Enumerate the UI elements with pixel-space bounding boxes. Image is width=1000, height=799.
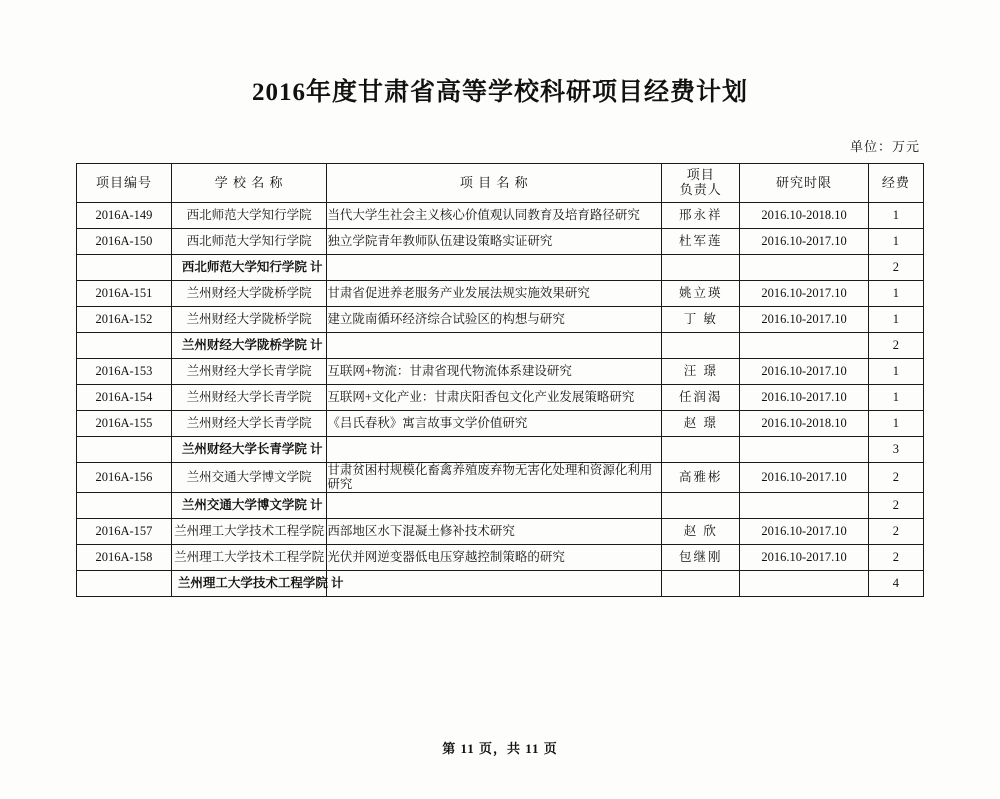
cell-research-period: 2016.10-2017.10 xyxy=(740,281,868,307)
cell-research-period: 2016.10-2018.10 xyxy=(740,411,868,437)
table-row xyxy=(77,385,924,411)
cell-project-leader: 杜军莲 xyxy=(662,229,740,255)
table-row xyxy=(77,307,924,333)
cell-project-code: 2016A-150 xyxy=(77,229,172,255)
cell-project-leader: 丁 敏 xyxy=(662,307,740,333)
cell-school-name: 兰州理工大学技术工程学院 xyxy=(171,544,326,570)
cell-school-name: 西北师范大学知行学院 xyxy=(171,229,326,255)
cell-project-leader xyxy=(662,570,740,596)
cell-research-period: 2016.10-2017.10 xyxy=(740,229,868,255)
table-row xyxy=(77,492,924,518)
column-header-leader xyxy=(662,164,740,203)
table-row xyxy=(77,281,924,307)
cell-project-leader xyxy=(662,492,740,518)
cell-project-name xyxy=(327,437,662,463)
subtotal-label-text: 兰州交通大学博文学院 计 xyxy=(181,498,323,513)
cell-research-period: 2016.10-2017.10 xyxy=(740,544,868,570)
cell-project-code: 2016A-152 xyxy=(77,307,172,333)
cell-project-code xyxy=(77,333,172,359)
cell-project-code xyxy=(77,255,172,281)
cell-project-code: 2016A-155 xyxy=(77,411,172,437)
cell-funding-amount: 2 xyxy=(868,544,923,570)
column-header-money: 经费 xyxy=(868,164,923,203)
cell-school-name: 兰州交通大学博文学院 xyxy=(171,463,326,493)
cell-project-name: 当代大学生社会主义核心价值观认同教育及培育路径研究 xyxy=(327,203,662,229)
table-row xyxy=(77,570,924,596)
cell-research-period xyxy=(740,333,868,359)
cell-funding-amount: 3 xyxy=(868,437,923,463)
table-row xyxy=(77,333,924,359)
cell-funding-amount: 1 xyxy=(868,385,923,411)
cell-project-name: 甘肃省促进养老服务产业发展法规实施效果研究 xyxy=(327,281,662,307)
cell-funding-amount: 2 xyxy=(868,518,923,544)
table-row xyxy=(77,437,924,463)
cell-research-period: 2016.10-2017.10 xyxy=(740,385,868,411)
table-row xyxy=(77,544,924,570)
cell-project-leader xyxy=(662,333,740,359)
cell-project-name xyxy=(327,333,662,359)
cell-project-code: 2016A-151 xyxy=(77,281,172,307)
subtotal-label-text: 西北师范大学知行学院 计 xyxy=(181,260,323,275)
column-header-leader-line1: 项目 xyxy=(686,167,715,183)
table-row xyxy=(77,229,924,255)
table-row xyxy=(77,359,924,385)
page-footer: 第 11 页，共 11 页 xyxy=(442,741,558,756)
cell-research-period xyxy=(740,570,868,596)
column-header-time: 研究时限 xyxy=(740,164,868,203)
document-page xyxy=(0,72,1000,799)
cell-funding-amount: 4 xyxy=(868,570,923,596)
cell-subtotal-label xyxy=(171,255,326,281)
cell-project-code: 2016A-149 xyxy=(77,203,172,229)
column-header-project-name: 项 目 名 称 xyxy=(327,164,662,203)
cell-project-name xyxy=(327,255,662,281)
cell-project-name: 西部地区水下混凝土修补技术研究 xyxy=(327,518,662,544)
cell-project-leader: 赵 璟 xyxy=(662,411,740,437)
table-row xyxy=(77,203,924,229)
cell-funding-amount: 2 xyxy=(868,492,923,518)
cell-project-name: 独立学院青年教师队伍建设策略实证研究 xyxy=(327,229,662,255)
cell-project-leader xyxy=(662,437,740,463)
cell-project-name: 甘肃贫困村规模化畜禽养殖废弃物无害化处理和资源化利用研究 xyxy=(327,463,662,493)
cell-project-leader: 汪 璟 xyxy=(662,359,740,385)
column-header-leader-line2: 负责人 xyxy=(679,182,722,197)
cell-project-name: 建立陇南循环经济综合试验区的构想与研究 xyxy=(327,307,662,333)
cell-project-name xyxy=(327,492,662,518)
subtotal-label-text: 兰州理工大学技术工程学院 计 xyxy=(177,576,344,591)
cell-project-leader: 邢永祥 xyxy=(662,203,740,229)
cell-school-name: 兰州财经大学长青学院 xyxy=(171,385,326,411)
cell-research-period: 2016.10-2018.10 xyxy=(740,203,868,229)
cell-project-code: 2016A-154 xyxy=(77,385,172,411)
cell-project-name xyxy=(327,570,662,596)
table-body xyxy=(77,203,924,597)
cell-funding-amount: 1 xyxy=(868,229,923,255)
column-header-school: 学 校 名 称 xyxy=(171,164,326,203)
cell-funding-amount: 2 xyxy=(868,333,923,359)
cell-subtotal-label xyxy=(171,570,344,596)
cell-subtotal-label xyxy=(171,437,326,463)
cell-school-name: 兰州财经大学长青学院 xyxy=(171,411,326,437)
table-row xyxy=(77,411,924,437)
cell-project-code: 2016A-157 xyxy=(77,518,172,544)
table-header-row xyxy=(77,164,924,203)
cell-project-leader: 赵 欣 xyxy=(662,518,740,544)
table-row xyxy=(77,255,924,281)
cell-project-leader: 姚立瑛 xyxy=(662,281,740,307)
cell-research-period xyxy=(740,492,868,518)
cell-funding-amount: 1 xyxy=(868,411,923,437)
cell-school-name: 兰州财经大学长青学院 xyxy=(171,359,326,385)
subtotal-label-text: 兰州财经大学长青学院 计 xyxy=(181,442,323,457)
cell-project-name: 互联网+物流：甘肃省现代物流体系建设研究 xyxy=(327,359,662,385)
cell-school-name: 兰州财经大学陇桥学院 xyxy=(171,307,326,333)
subtotal-label-text: 兰州财经大学陇桥学院 计 xyxy=(181,338,323,353)
page-title: 2016年度甘肃省高等学校科研项目经费计划 xyxy=(251,79,748,106)
cell-research-period: 2016.10-2017.10 xyxy=(740,463,868,493)
cell-subtotal-label xyxy=(171,333,326,359)
column-header-code: 项目编号 xyxy=(77,164,172,203)
cell-project-name: 《吕氏春秋》寓言故事文学价值研究 xyxy=(327,411,662,437)
cell-subtotal-label xyxy=(171,492,326,518)
cell-project-name: 光伏并网逆变器低电压穿越控制策略的研究 xyxy=(327,544,662,570)
cell-project-code: 2016A-158 xyxy=(77,544,172,570)
unit-note: 单位：万元 xyxy=(849,139,920,154)
cell-project-code: 2016A-156 xyxy=(77,463,172,493)
cell-research-period xyxy=(740,437,868,463)
cell-project-name: 互联网+文化产业：甘肃庆阳香包文化产业发展策略研究 xyxy=(327,385,662,411)
cell-project-leader: 高雅彬 xyxy=(662,463,740,493)
cell-project-leader: 任润渴 xyxy=(662,385,740,411)
cell-funding-amount: 2 xyxy=(868,255,923,281)
cell-research-period: 2016.10-2017.10 xyxy=(740,359,868,385)
cell-research-period: 2016.10-2017.10 xyxy=(740,518,868,544)
cell-funding-amount: 1 xyxy=(868,281,923,307)
cell-project-leader: 包继刚 xyxy=(662,544,740,570)
budget-table-container xyxy=(76,163,924,597)
cell-funding-amount: 1 xyxy=(868,307,923,333)
table-header xyxy=(77,164,924,203)
table-row xyxy=(77,463,924,493)
cell-project-code xyxy=(77,437,172,463)
cell-project-leader xyxy=(662,255,740,281)
cell-funding-amount: 1 xyxy=(868,359,923,385)
cell-research-period xyxy=(740,255,868,281)
cell-project-code: 2016A-153 xyxy=(77,359,172,385)
cell-research-period: 2016.10-2017.10 xyxy=(740,307,868,333)
table-row xyxy=(77,518,924,544)
cell-school-name: 西北师范大学知行学院 xyxy=(171,203,326,229)
cell-project-code xyxy=(77,492,172,518)
budget-table xyxy=(76,163,924,597)
cell-school-name: 兰州财经大学陇桥学院 xyxy=(171,281,326,307)
cell-project-code xyxy=(77,570,172,596)
cell-funding-amount: 2 xyxy=(868,463,923,493)
cell-funding-amount: 1 xyxy=(868,203,923,229)
cell-school-name: 兰州理工大学技术工程学院 xyxy=(171,518,326,544)
